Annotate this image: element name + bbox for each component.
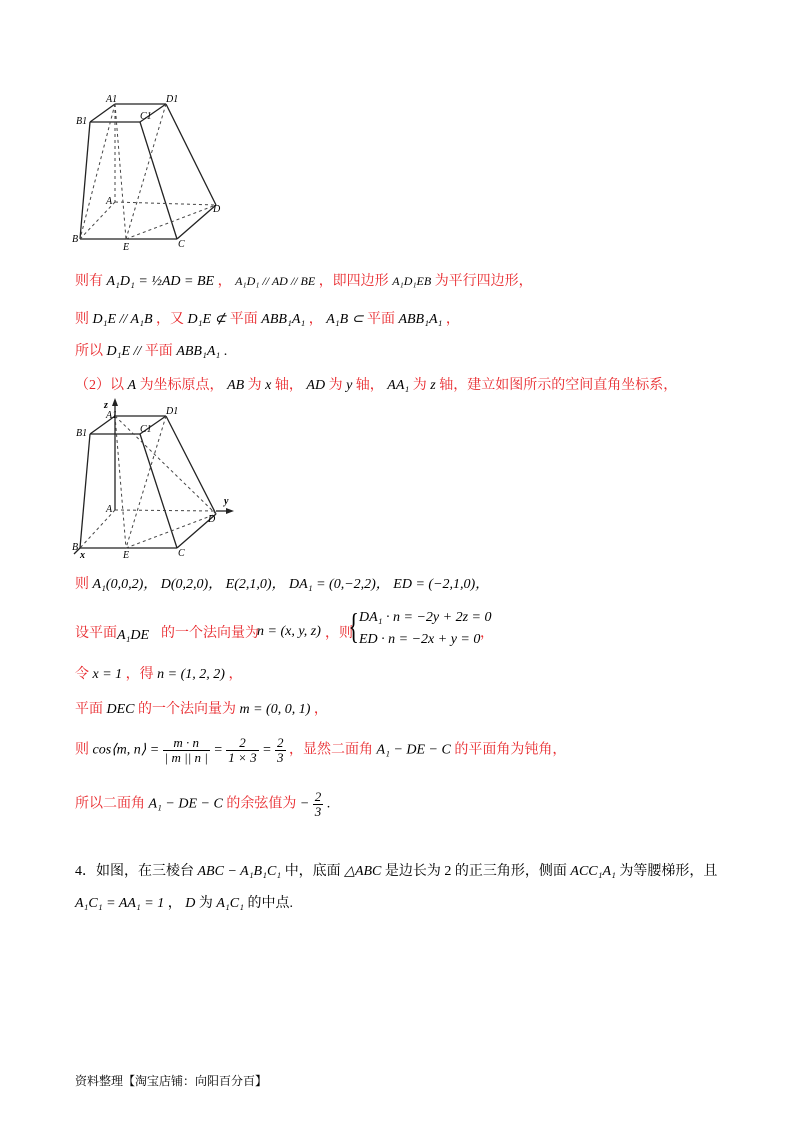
label-y: y xyxy=(224,496,229,507)
label-D1: D1 xyxy=(166,94,179,105)
label-A1: A1 xyxy=(106,410,118,421)
footer-text: 资料整理【淘宝店铺：向阳百分百】 xyxy=(75,1074,268,1088)
label-A1: A1 xyxy=(106,94,118,105)
label-D: D xyxy=(208,514,216,525)
frustum-figure-1 xyxy=(70,92,240,252)
label-B1: B1 xyxy=(76,116,88,127)
label-B: B xyxy=(72,542,79,553)
label-x: x xyxy=(80,550,85,560)
math-coords: A₁(0,0,2)， D(0,2,0)， E(2,1,0)， DA₁ = (0,−2,2)， ED = (−2,1,0)， xyxy=(92,577,490,592)
question-4-line-1: 4．如图，在三棱台 ABC − A₁B₁C₁ 中，底面 △ABC 是边长为 2 的正三角形，侧面 ACC₁A₁ 为等腰梯形，且 xyxy=(75,864,718,879)
label-E: E xyxy=(123,242,130,252)
label-D: D xyxy=(213,204,221,215)
line-1: 则有 A₁D₁ = ½AD = BE ， A₁D₁ // AD // BE ，即四边形 A₁D₁EB 为平行四边形， xyxy=(75,274,533,289)
label-A: A xyxy=(106,196,113,207)
line-3: 所以 D₁E // 平面 ABB₁A₁ . xyxy=(75,344,228,359)
label-A: A xyxy=(106,504,113,515)
question-4-line-2: A₁C₁ = AA₁ = 1 ， D 为 A₁C₁ 的中点. xyxy=(75,896,293,911)
coordinate-figure-2 xyxy=(70,398,240,560)
line-5: 则 A₁(0,0,2)， D(0,2,0)， E(2,1,0)， DA₁ = (0,−2,2)， ED = (−2,1,0)， xyxy=(75,577,490,592)
line-4: （2）以 A 为坐标原点， AB 为 x 轴， AD 为 y 轴， AA₁ 为 z 轴，建立如图所示的空间直角坐标系， xyxy=(75,378,678,393)
line-10: 所以二面角 A₁ − DE − C 的余弦值为 − $\frac{2}{3}$ . xyxy=(75,789,331,819)
line-9: 则 cos⟨m, n⟩ = $\frac{m \cdot n}{| m || n |}$ = $\frac{2}{1 \times 3}$ = $\frac{2}{3}$ ，显然二面角 A₁ − DE − C 的平面角为钝角， xyxy=(75,735,567,765)
label-z: z xyxy=(104,400,108,411)
label-E: E xyxy=(123,550,130,560)
label-D1: D1 xyxy=(166,406,179,417)
line-7: 令 x = 1 ，得 n = (1, 2, 2) ， xyxy=(75,667,243,682)
label-C1: C1 xyxy=(140,424,152,435)
label-C: C xyxy=(178,239,185,250)
line-2: 则 D₁E // A₁B ，又 D₁E ⊄ 平面 ABB₁A₁ ， A₁B ⊂ 平面 ABB₁A₁ ， xyxy=(75,312,460,327)
math-a1d1-eq: A₁D₁ = ½AD = BE xyxy=(106,274,215,289)
label-C: C xyxy=(178,548,185,559)
label-C1: C1 xyxy=(140,111,152,122)
label-B: B xyxy=(72,234,79,245)
label-B1: B1 xyxy=(76,428,88,439)
line-8: 平面 DEC 的一个法向量为 m = (0, 0, 1) ， xyxy=(75,702,328,717)
fraction-mn: $\frac{m \cdot n}{| m || n |}$ xyxy=(164,735,208,765)
